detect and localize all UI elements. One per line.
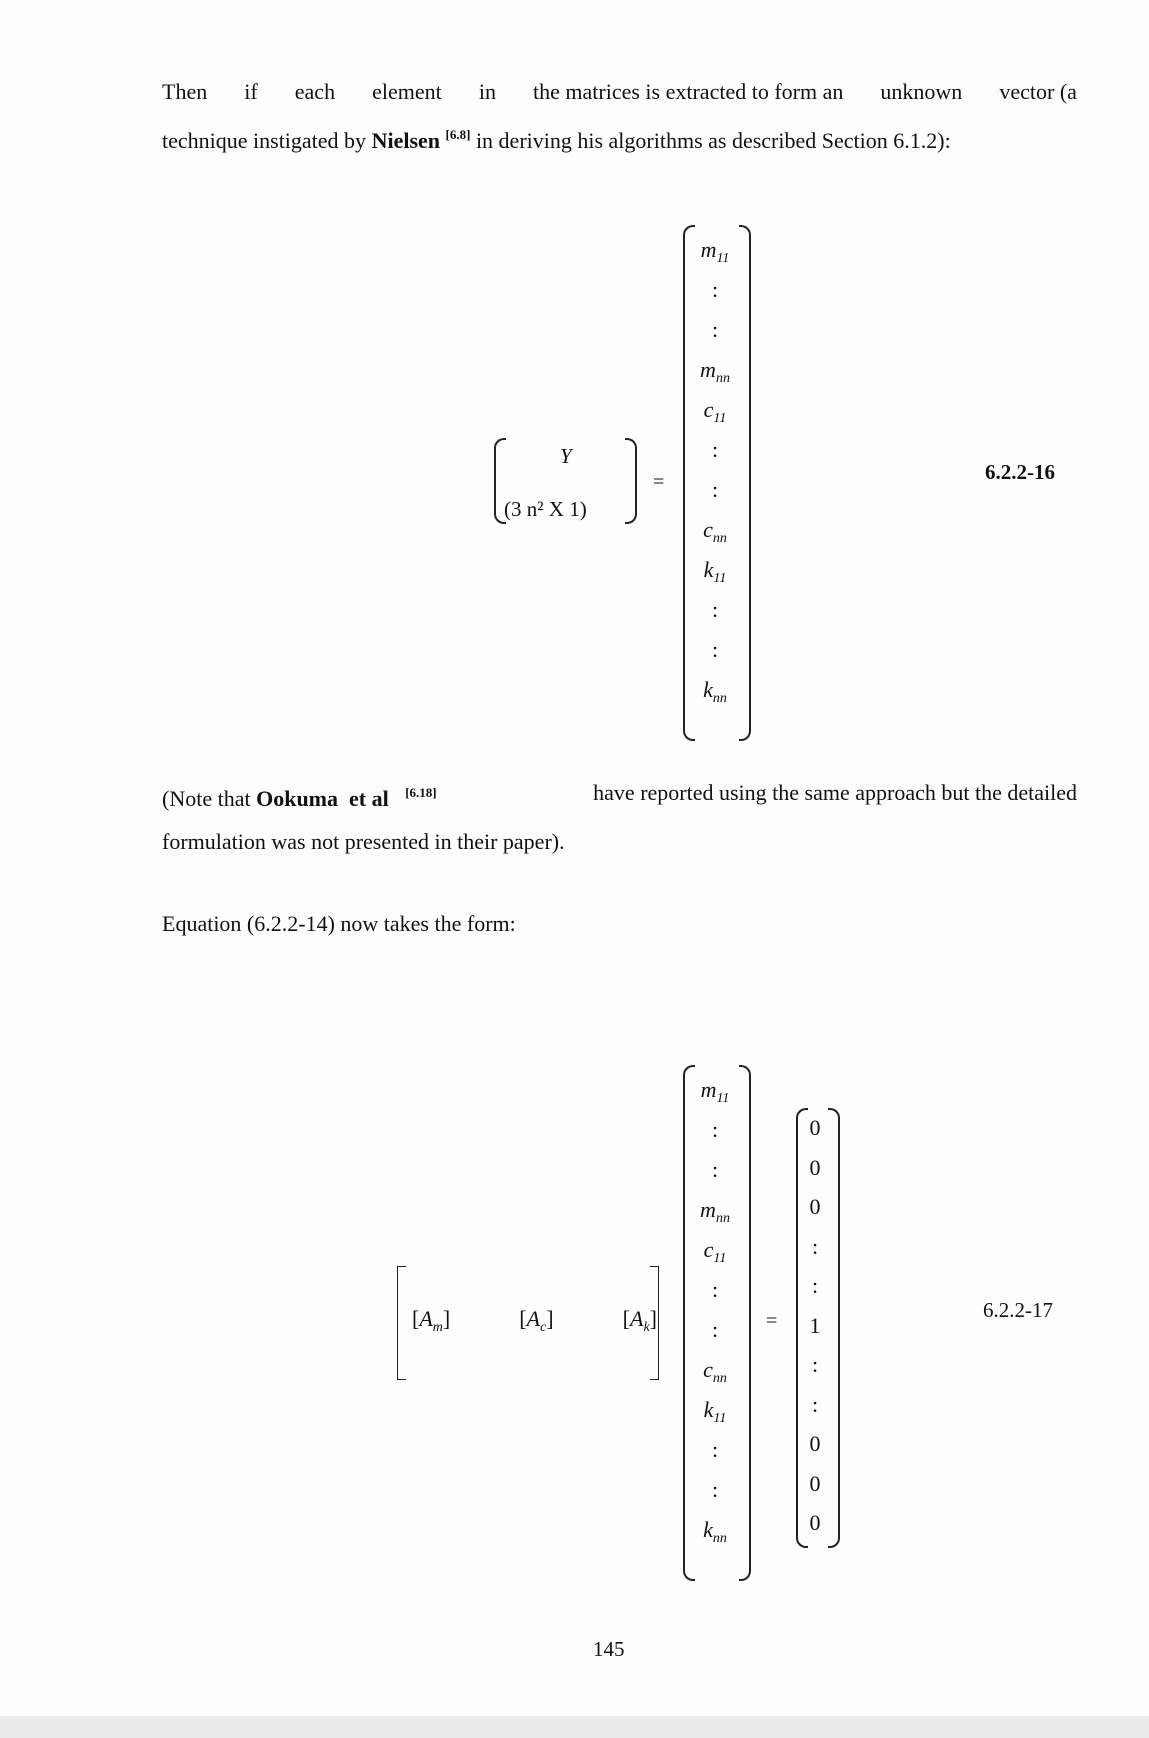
word: unknown	[880, 79, 963, 104]
rhs-element: :	[811, 1352, 819, 1377]
word: Then	[162, 79, 208, 104]
citation-ref: [6.8]	[445, 127, 471, 142]
ellipsis-colon: :	[711, 1317, 719, 1342]
author-etal: et al	[349, 786, 389, 811]
word: element	[372, 79, 442, 104]
rhs-element: 0	[809, 1154, 821, 1180]
vector-element: $k_{11}$	[703, 1397, 727, 1426]
ellipsis-colon: :	[711, 317, 719, 342]
word: the matrices is extracted to form an	[533, 79, 844, 104]
matrix-right-bracket	[650, 1266, 659, 1380]
vector-element: $m_{nn}$	[700, 1197, 730, 1226]
ellipsis-colon: :	[711, 597, 719, 622]
paragraph-line	[162, 70, 1077, 113]
vector-right-bracket	[739, 1065, 751, 1581]
paragraph-intro	[162, 70, 1077, 162]
text-span: (Note that	[162, 786, 251, 811]
ellipsis-colon: :	[711, 1157, 719, 1182]
right-brace	[625, 438, 637, 524]
equation-number: 6.2.2-16	[985, 460, 1055, 484]
vector-element: $k_{nn}$	[703, 677, 727, 706]
coefficient-block: $[A_m]$	[412, 1306, 451, 1335]
vector-element: $m_{11}$	[700, 237, 730, 266]
vector-element: $c_{nn}$	[703, 517, 727, 546]
rhs-element: 0	[809, 1510, 821, 1535]
text-span: in deriving his algorithms as described Section 6.1.2):	[475, 128, 951, 153]
text-span: have reported using the same approach but the detailed	[593, 780, 1077, 805]
vector-element: $c_{11}$	[703, 1237, 727, 1266]
equation-number: 6.2.2-17	[983, 1298, 1053, 1322]
ellipsis-colon: :	[711, 1477, 719, 1502]
ellipsis-colon: :	[711, 1117, 719, 1142]
ellipsis-colon: :	[711, 477, 719, 502]
word: vector (a	[999, 79, 1077, 104]
vector-element: $k_{11}$	[703, 557, 727, 586]
author-name: Nielsen	[371, 128, 441, 153]
unknown-vector	[690, 1070, 740, 1550]
vector-element: $c_{nn}$	[703, 1357, 727, 1386]
citation-ref: [6.18]	[405, 785, 437, 800]
word: in	[478, 79, 496, 104]
ellipsis-colon: :	[711, 1437, 719, 1462]
paragraph-line: formulation was not presented in their paper).	[162, 829, 565, 854]
coefficient-blocks	[412, 1306, 657, 1336]
vector-element: $k_{nn}$	[703, 1517, 727, 1546]
vector-element: $c_{11}$	[703, 397, 727, 426]
rhs-element: 1	[809, 1312, 821, 1338]
ellipsis-colon: :	[711, 437, 719, 462]
author-name: Ookuma	[256, 786, 339, 811]
rhs-element: :	[811, 1273, 819, 1298]
rhs-element: 0	[809, 1115, 821, 1140]
equals-sign: =	[766, 1310, 778, 1332]
word: if	[244, 79, 258, 104]
vector-right-bracket	[739, 225, 751, 741]
matrix-left-bracket	[397, 1266, 406, 1380]
scan-edge	[0, 1716, 1149, 1738]
ellipsis-colon: :	[711, 1277, 719, 1302]
paragraph-line	[162, 771, 1077, 820]
paragraph-note	[162, 771, 1077, 863]
coefficient-block: $[A_k]$	[622, 1306, 657, 1335]
rhs-vector	[800, 1108, 830, 1543]
ellipsis-colon: :	[711, 637, 719, 662]
rhs-element: 0	[809, 1470, 821, 1496]
word: each	[294, 79, 336, 104]
rhs-element: 0	[809, 1431, 821, 1456]
lhs-y: Y	[560, 444, 572, 468]
paragraph-lead: Equation (6.2.2-14) now takes the form:	[162, 911, 516, 936]
rhs-element: :	[811, 1233, 819, 1259]
coefficient-block: $[A_c]$	[519, 1306, 554, 1335]
lhs-dimension: (3 n² X 1)	[504, 497, 587, 521]
equals-sign: =	[653, 471, 665, 493]
text-span: technique instigated by	[162, 128, 367, 153]
page-number: 145	[593, 1637, 625, 1661]
rhs-element: 0	[809, 1194, 821, 1219]
rhs-element: :	[811, 1391, 819, 1417]
ellipsis-colon: :	[711, 277, 719, 302]
vector-element: $m_{11}$	[700, 1077, 730, 1106]
vector-element: $m_{nn}$	[700, 357, 730, 386]
paragraph-line	[162, 113, 1077, 162]
unknown-vector	[690, 230, 740, 710]
